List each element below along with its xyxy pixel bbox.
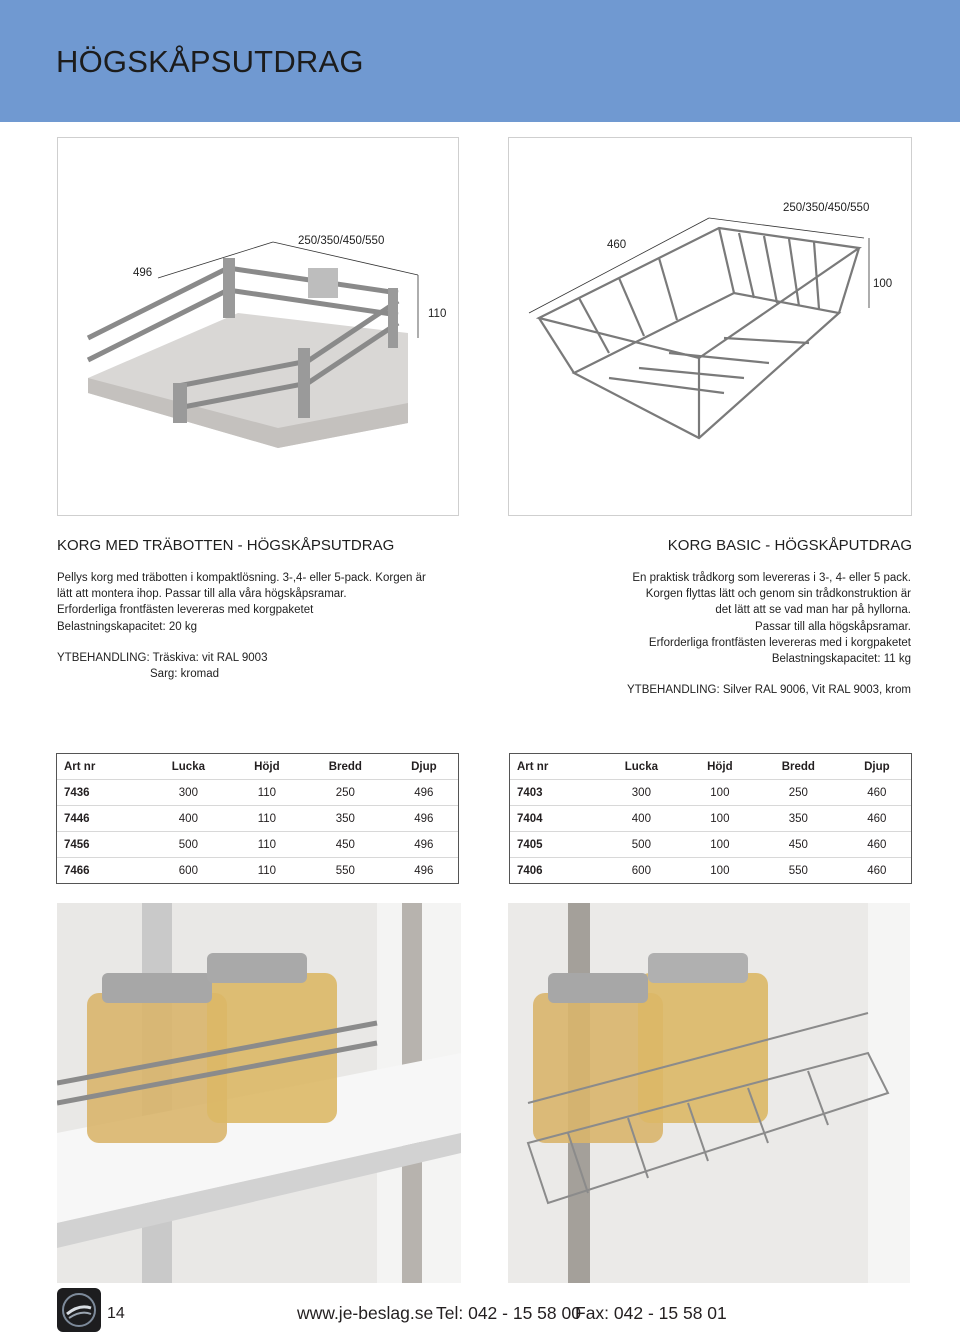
cell: 496 [390,832,458,858]
dim-width-left: 250/350/450/550 [298,235,385,247]
product-image-right [508,137,912,516]
desc-line: Belastningskapacitet: 11 kg [771,653,911,666]
desc-line: det lätt att se vad man har på hyllorna. [715,604,911,617]
product-title-right: KORG BASIC - HÖGSKÅPUTDRAG [667,537,912,554]
product-image-left [57,137,459,516]
cell: 100 [686,780,754,806]
cell: 110 [233,780,301,806]
page-title: HÖGSKÅPSUTDRAG [56,44,364,79]
desc-line: Erforderliga frontfästen levereras med korgpaketet [57,604,314,617]
cell: 7404 [510,806,597,832]
col-djup: Djup [843,754,911,780]
cell: 110 [233,806,301,832]
cell: 400 [144,806,233,832]
cell: 500 [597,832,686,858]
cell: 350 [301,806,390,832]
cell: 460 [843,780,911,806]
col-artnr: Art nr [510,754,597,780]
col-hojd: Höjd [233,754,301,780]
je-logo-icon [57,1288,101,1332]
page-header [0,0,960,122]
desc-line: Pellys korg med träbotten i kompaktlösning. 3-,4- eller 5-pack. Korgen är [57,572,426,584]
col-djup: Djup [390,754,458,780]
spec-table-right [509,753,912,884]
cell: 7456 [57,832,144,858]
table-row [57,858,458,884]
desc-line: Korgen flyttas lätt och genom sin trådkonstruktion är [645,588,911,601]
cell: 250 [754,780,843,806]
table-row [510,780,911,806]
cell: 460 [843,832,911,858]
table-row [57,780,458,806]
cell: 496 [414,864,434,877]
col-hojd: Höjd [686,754,754,780]
cell: 600 [631,864,651,877]
product-title-left: KORG MED TRÄBOTTEN - HÖGSKÅPSUTDRAG [57,537,395,554]
cell: 300 [597,780,686,806]
desc-line: En praktisk trådkorg som levereras i 3-, 4- eller 5 pack. [632,572,911,584]
desc-line: Belastningskapacitet: 20 kg [57,620,198,633]
cell: 500 [144,832,233,858]
table-row [57,832,458,858]
dim-depth-left: 496 [133,267,153,279]
cell: 550 [788,864,808,877]
cell: 496 [390,806,458,832]
phone-number: Tel: 042 - 15 58 00 [436,1303,581,1323]
cell: 600 [178,864,198,877]
product-desc-right [511,570,911,667]
finish-left [57,650,267,682]
col-artnr: Art nr [57,754,144,780]
page-number: 14 [107,1305,125,1322]
col-lucka: Lucka [144,754,233,780]
cell: 110 [233,832,301,858]
cell: 110 [257,864,277,877]
col-bredd: Bredd [301,754,390,780]
cell: 250 [301,780,390,806]
cell: 450 [754,832,843,858]
cell: 350 [754,806,843,832]
cell: 550 [335,864,355,877]
dim-depth-right: 460 [607,239,627,251]
finish-line: YTBEHANDLING: Silver RAL 9006, Vit RAL 9003, krom [627,684,911,696]
company-logo [57,1288,101,1332]
cell: 496 [390,780,458,806]
dim-height-right: 100 [873,278,893,290]
table-row [57,806,458,832]
website-link[interactable]: www.je-beslag.se [297,1303,434,1323]
dim-width-right: 250/350/450/550 [783,202,870,214]
col-lucka: Lucka [597,754,686,780]
desc-line: Erforderliga frontfästen levereras med i korgpaketet [648,636,911,649]
pasta-jars-wood-basket-photo [57,903,461,1283]
finish-line: Sarg: kromad [150,668,220,681]
desc-line: lätt att montera ihop. Passar till alla våra högskåpsramar. [57,588,347,601]
cell: 100 [710,864,730,877]
finish-line: YTBEHANDLING: Träskiva: vit RAL 9003 [57,652,268,664]
product-desc-left [57,570,426,635]
cell: 7446 [57,806,144,832]
table-header-row [510,754,911,780]
cell: 7466 [64,864,90,877]
spec-table-left [56,753,459,884]
cell: 7436 [57,780,144,806]
cell: 460 [843,806,911,832]
photo-right-pasta-jars [508,903,910,1283]
cell: 7405 [510,832,597,858]
table-row [510,806,911,832]
table-row [510,832,911,858]
cell: 400 [597,806,686,832]
cell: 450 [301,832,390,858]
col-bredd: Bredd [754,754,843,780]
basket-wood-bottom-illustration [58,138,458,515]
cell: 300 [144,780,233,806]
cell: 100 [686,806,754,832]
photo-left-pasta-jars [57,903,461,1283]
wire-basket-illustration [509,138,911,515]
cell: 7406 [517,864,543,877]
fax-number: Fax: 042 - 15 58 01 [575,1303,727,1323]
finish-right [511,682,911,698]
cell: 460 [867,864,887,877]
table-header-row [57,754,458,780]
dim-height-left: 110 [428,308,447,320]
cell: 100 [686,832,754,858]
table-row [510,858,911,884]
desc-line: Passar till alla högskåpsramar. [755,620,911,633]
cell: 7403 [510,780,597,806]
pasta-jars-wire-basket-photo [508,903,910,1283]
